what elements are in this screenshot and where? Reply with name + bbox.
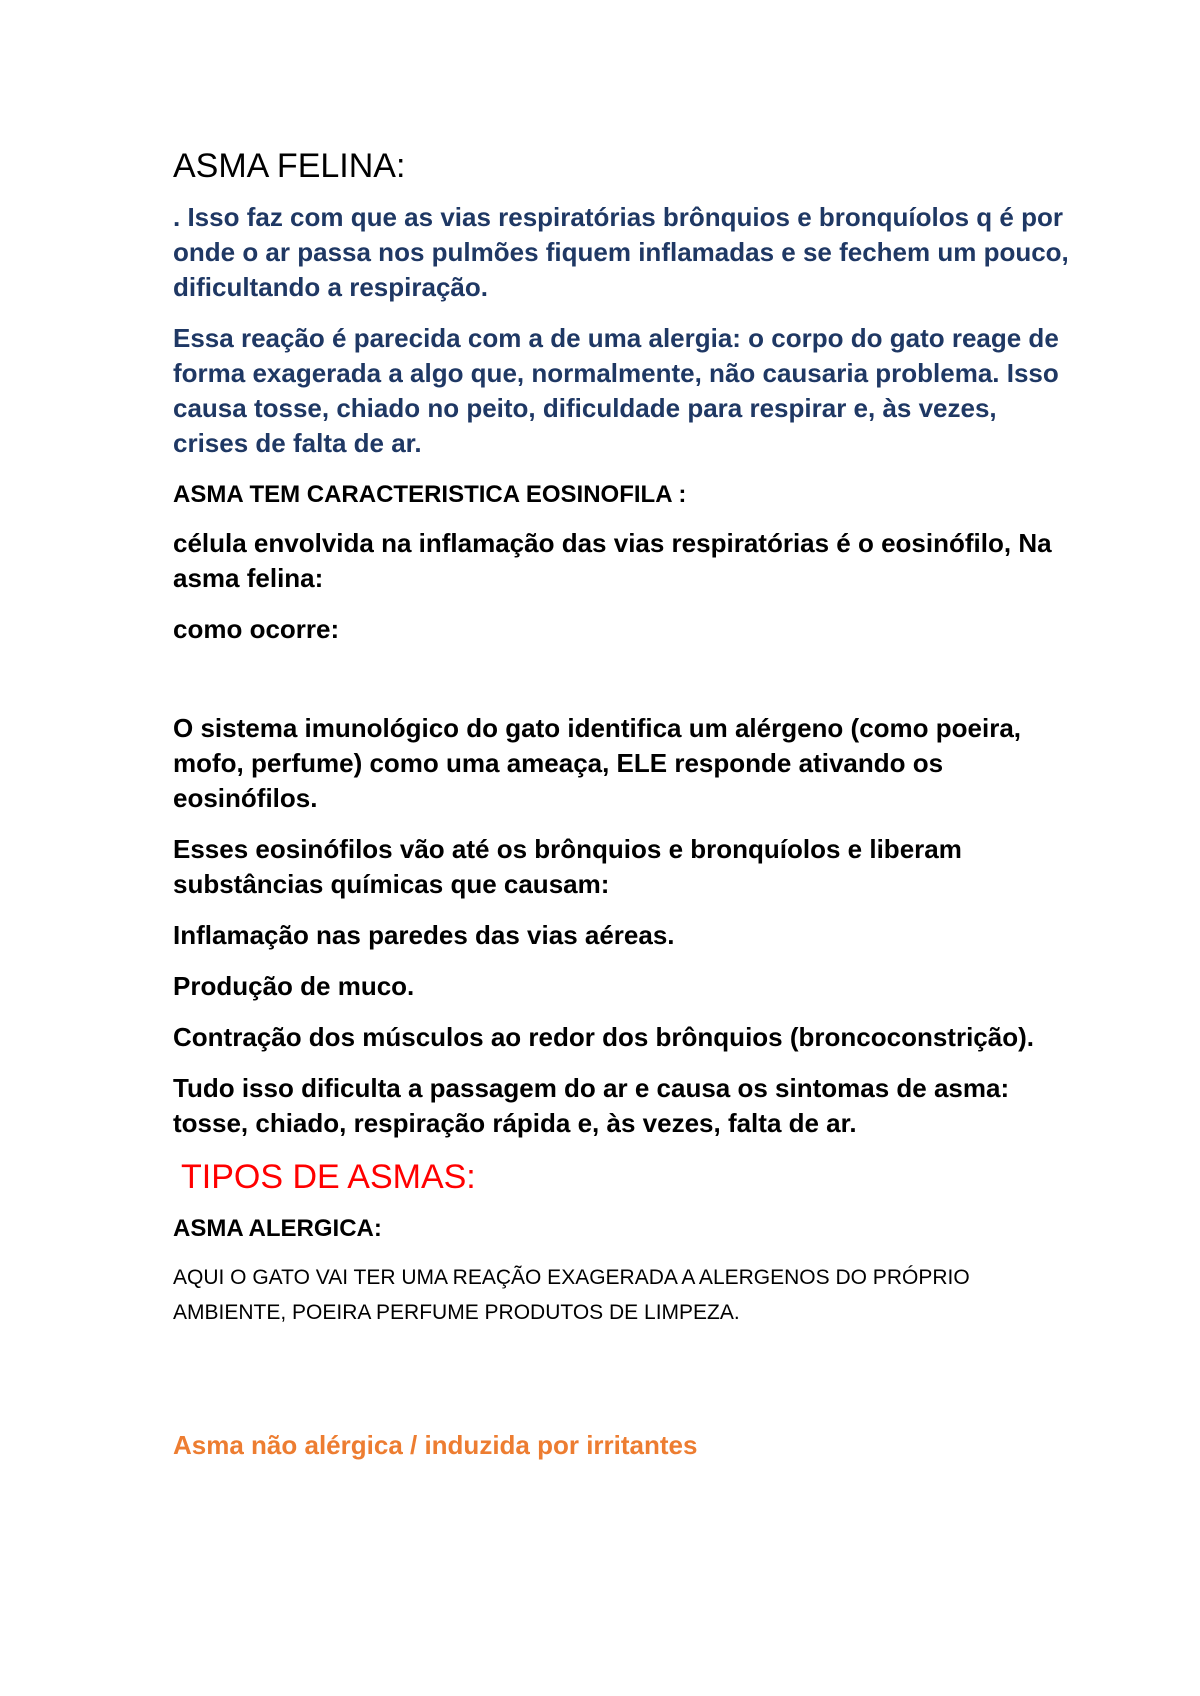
document-page: [173, 146, 1073, 1463]
mechanism-paragraph-1: O sistema imunológico do gato identifica um alérgeno (como poeira, mofo, perfume) como uma ameaça, ELE responde ativando os eosinófilos.: [173, 713, 1022, 813]
intro-paragraph-2: Essa reação é parecida com a de uma alergia: o corpo do gato reage de forma exagerada a algo que, normalmente, não causaria problema. Isso causa tosse, chiado no peito, dificuldade para respirar e, às vezes, crises de falta de ar.: [173, 323, 1059, 458]
blank-space: [173, 1330, 1073, 1428]
blank-line: [173, 663, 1073, 711]
mechanism-paragraph-5: Contração dos músculos ao redor dos brônquios (broncoconstrição).: [173, 1022, 1034, 1052]
how-it-occurs-label: como ocorre:: [173, 614, 340, 644]
non-allergic-asthma-heading: Asma não alérgica / induzida por irritantes: [173, 1430, 698, 1460]
allergic-asthma-text: AQUI O GATO VAI TER UMA REAÇÃO EXAGERADA A ALERGENOS DO PRÓPRIO AMBIENTE, POEIRA PERFUME PRODUTOS DE LIMPEZA.: [173, 1266, 970, 1324]
mechanism-paragraph-3: Inflamação nas paredes das vias aéreas.: [173, 920, 675, 950]
eosinophil-heading: ASMA TEM CARACTERISTICA EOSINOFILA :: [173, 481, 687, 508]
mechanism-paragraph-2: Esses eosinófilos vão até os brônquios e bronquíolos e liberam substâncias químicas que causam:: [173, 834, 962, 899]
eosinophil-cell-text: célula envolvida na inflamação das vias respiratórias é o eosinófilo, Na asma felina:: [173, 528, 1052, 593]
page-title: ASMA FELINA:: [173, 147, 406, 185]
mechanism-paragraph-4: Produção de muco.: [173, 971, 415, 1001]
mechanism-paragraph-6: Tudo isso dificulta a passagem do ar e causa os sintomas de asma: tosse, chiado, respiração rápida e, às vezes, falta de ar.: [173, 1073, 1010, 1138]
intro-paragraph-1: . Isso faz com que as vias respiratórias brônquios e bronquíolos q é por onde o ar passa nos pulmões fiquem inflamadas e se fechem um pouco, dificultando a respiração.: [173, 202, 1069, 302]
allergic-asthma-heading: ASMA ALERGICA:: [173, 1215, 382, 1242]
types-heading: TIPOS DE ASMAS:: [181, 1158, 476, 1196]
